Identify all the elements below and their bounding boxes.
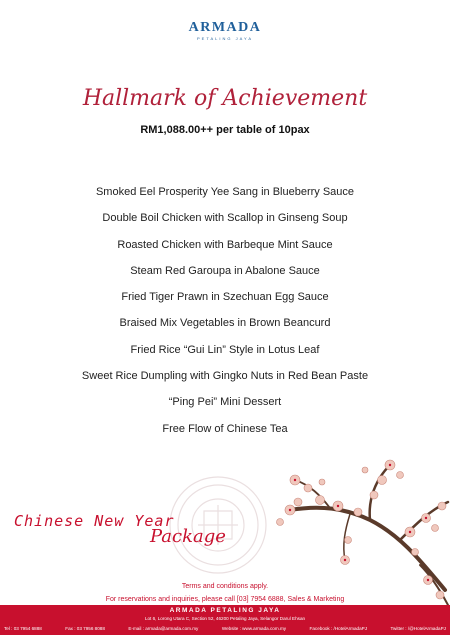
footer-email: E-mail : armada@armada.com.my — [128, 626, 199, 631]
package-title-line1: Chinese New Year — [14, 512, 175, 530]
menu-price: RM1,088.00++ per table of 10pax — [140, 124, 310, 136]
footer-address: Lot 6, Lorong Utara C, Section 52, 46200 Petaling Jaya, Selangor Darul Ehsan — [144, 616, 306, 621]
logo-tagline: PETALING JAYA — [196, 36, 253, 41]
menu-item: Steam Red Garoupa in Abalone Sauce — [130, 264, 320, 277]
menu-item: Fried Rice “Gui Lin” Style in Lotus Leaf — [130, 343, 320, 356]
menu-item: Fried Tiger Prawn in Szechuan Egg Sauce — [121, 291, 329, 304]
terms-text: Terms and conditions apply. — [181, 583, 269, 590]
reservation-text: For reservations and inquiries, please call [03] 7954 6888, Sales & Marketing — [105, 596, 345, 603]
menu-title: Hallmark of Achievement — [82, 86, 368, 111]
package-title-line2: Package — [150, 526, 226, 547]
logo-name: ARMADA — [188, 20, 262, 35]
menu-item: Smoked Eel Prosperity Yee Sang in Blueberry Sauce — [95, 186, 355, 198]
footer-website: Website : www.armada.com.my — [221, 626, 287, 631]
footer-contacts — [4, 626, 446, 631]
menu-item: Sweet Rice Dumpling with Gingko Nuts in Red Bean Paste — [81, 370, 369, 383]
footer-facebook: Facebook : /HotelArmadaPJ — [309, 626, 367, 631]
footer-fax: Fax : 03 7956 8088 — [65, 626, 105, 631]
menu-list — [0, 185, 450, 448]
footer-bar — [0, 605, 450, 635]
footer-hotel-name: ARMADA PETALING JAYA — [169, 607, 281, 614]
footer-phone: Tel : 03 7954 6888 — [4, 626, 42, 631]
footer-twitter: Twitter : /@HotelArmadaPJ — [390, 626, 446, 631]
menu-item: Free Flow of Chinese Tea — [162, 422, 288, 435]
hotel-logo — [0, 20, 450, 41]
menu-item: Double Boil Chicken with Scallop in Ginseng Soup — [102, 212, 348, 225]
menu-item: “Ping Pei” Mini Dessert — [168, 396, 282, 409]
menu-item: Roasted Chicken with Barbeque Mint Sauce — [117, 238, 333, 251]
menu-item: Braised Mix Vegetables in Brown Beancurd — [119, 317, 331, 330]
